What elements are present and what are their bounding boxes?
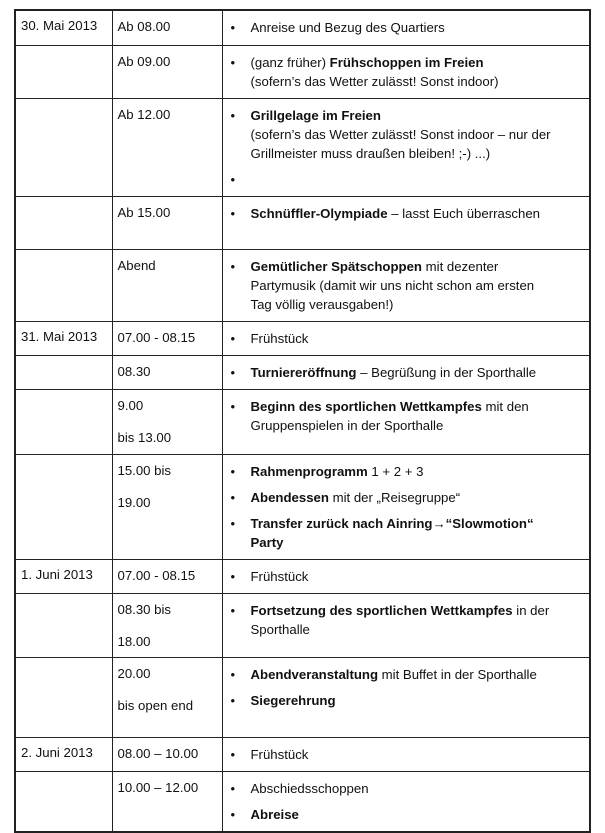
time-text: 10.00 – 12.00	[117, 779, 199, 795]
activity-text: (sofern’s das Wetter zulässt! Sonst indoor)	[250, 73, 499, 89]
activity-line	[251, 106, 582, 125]
activity-cell	[222, 98, 590, 196]
date-cell	[15, 98, 112, 196]
activity-highlight-text: Siegerehrung	[250, 692, 336, 708]
activity-item	[231, 488, 582, 507]
time-cell	[112, 657, 222, 737]
activity-list	[231, 106, 582, 189]
date-cell	[15, 593, 112, 657]
time-text: 20.00	[117, 665, 151, 681]
activity-item	[231, 204, 582, 223]
activity-line	[251, 397, 582, 416]
bullet-icon: •	[230, 489, 236, 505]
activity-line	[251, 601, 582, 620]
time-text: 15.00 bis	[117, 462, 172, 478]
schedule-row	[15, 559, 590, 593]
schedule-row	[15, 321, 590, 355]
bullet-icon: •	[230, 54, 236, 70]
activity-text: (ganz früher)	[250, 54, 330, 70]
activity-highlight-text: Turniereröffnung	[250, 364, 357, 380]
activity-cell	[222, 355, 590, 389]
activity-text: – Begrüßung in der Sporthalle	[356, 364, 537, 380]
time-text: 08.30 bis	[117, 601, 172, 617]
time-text: Abend	[117, 257, 156, 273]
activity-item	[231, 257, 582, 314]
time-cell	[112, 45, 222, 98]
schedule-row	[15, 593, 590, 657]
bullet-icon: •	[230, 806, 236, 822]
activity-text: – lasst Euch überraschen	[387, 205, 541, 221]
schedule-row	[15, 10, 590, 45]
date-cell	[15, 10, 112, 45]
date-cell	[15, 355, 112, 389]
activity-line	[251, 745, 582, 764]
activity-highlight-text: “Slowmotion“	[445, 515, 534, 531]
activity-item	[231, 691, 582, 710]
schedule-row	[15, 657, 590, 737]
activity-text: mit der „Reisegruppe“	[328, 489, 461, 505]
activity-line	[251, 665, 582, 684]
activity-text: Frühstück	[250, 746, 309, 762]
activity-highlight-text: Grillgelage im Freien	[250, 107, 381, 123]
activity-highlight-text: Transfer zurück nach Ainring	[250, 515, 433, 531]
activity-highlight-text: Schnüffler-Olympiade	[250, 205, 388, 221]
time-text: Ab 08.00	[117, 19, 171, 34]
schedule-row	[15, 98, 590, 196]
date-text: 2. Juni 2013	[21, 744, 93, 760]
date-cell	[15, 45, 112, 98]
time-cell	[112, 196, 222, 249]
activity-line	[251, 18, 582, 37]
activity-line	[251, 691, 582, 710]
activity-item	[231, 514, 582, 552]
activity-highlight-text: Party	[250, 534, 284, 550]
time-text: 08.00 – 10.00	[117, 745, 199, 761]
activity-text: (sofern’s das Wetter zulässt! Sonst indoor – nur der	[250, 126, 551, 142]
schedule-row	[15, 771, 590, 832]
time-cell	[112, 389, 222, 454]
activity-line	[251, 53, 582, 72]
activity-item	[231, 18, 582, 37]
activity-line	[251, 72, 582, 91]
bullet-icon: •	[230, 692, 236, 708]
activity-cell	[222, 389, 590, 454]
activity-highlight-text: Gemütlicher Spätschoppen	[250, 258, 422, 274]
date-cell	[15, 737, 112, 771]
activity-line	[251, 125, 582, 144]
time-text: 19.00	[117, 494, 151, 510]
activity-list	[231, 462, 582, 552]
activity-cell	[222, 10, 590, 45]
activity-line	[251, 416, 582, 435]
activity-item	[231, 363, 582, 382]
activity-line	[251, 295, 582, 314]
activity-text: Anreise und Bezug des Quartiers	[250, 20, 445, 35]
activity-line	[251, 363, 582, 382]
activity-highlight-text: →	[432, 515, 446, 531]
activity-text: Gruppenspielen in der Sporthalle	[250, 417, 444, 433]
bullet-icon: •	[230, 746, 236, 762]
activity-cell	[222, 321, 590, 355]
time-cell	[112, 593, 222, 657]
date-cell	[15, 454, 112, 559]
activity-item	[231, 53, 582, 91]
bullet-icon: •	[230, 463, 236, 479]
activity-line	[251, 257, 582, 276]
date-cell	[15, 249, 112, 321]
activity-highlight-text: Abreise	[250, 806, 299, 822]
activity-highlight-text: Frühschoppen im Freien	[329, 54, 484, 70]
activity-item	[231, 567, 582, 586]
activity-line	[251, 144, 582, 163]
activity-text: Sporthalle	[250, 621, 310, 637]
bullet-icon: •	[230, 205, 236, 221]
schedule-body	[15, 10, 590, 832]
activity-text: Abschiedsschoppen	[250, 780, 369, 796]
activity-text: Tag völlig verausgaben!)	[250, 296, 394, 312]
time-text: 18.00	[117, 633, 151, 649]
time-cell	[112, 10, 222, 45]
activity-list	[231, 363, 582, 382]
activity-cell	[222, 454, 590, 559]
schedule-row	[15, 454, 590, 559]
activity-list	[231, 745, 582, 764]
date-cell	[15, 389, 112, 454]
bullet-icon: •	[230, 568, 236, 584]
activity-text: mit Buffet in der Sporthalle	[378, 666, 537, 682]
activity-line	[251, 329, 582, 348]
activity-item	[231, 170, 582, 189]
activity-highlight-text: Abendveranstaltung	[250, 666, 378, 682]
activity-line	[251, 620, 582, 639]
activity-highlight-text: Rahmenprogramm	[250, 463, 368, 479]
activity-text: 1 + 2 + 3	[367, 463, 424, 479]
schedule-row	[15, 45, 590, 98]
date-cell	[15, 321, 112, 355]
time-text: 08.30	[117, 363, 151, 379]
activity-text: Frühstück	[250, 568, 309, 584]
bullet-icon: •	[230, 364, 236, 380]
activity-text: mit den	[481, 398, 529, 414]
schedule-row	[15, 249, 590, 321]
activity-cell	[222, 737, 590, 771]
bullet-icon: •	[230, 107, 236, 123]
activity-line	[251, 276, 582, 295]
date-cell	[15, 771, 112, 832]
schedule-row	[15, 737, 590, 771]
bullet-icon: •	[230, 258, 236, 274]
date-text: 30. Mai 2013	[21, 18, 98, 33]
activity-cell	[222, 45, 590, 98]
activity-cell	[222, 249, 590, 321]
time-text: Ab 15.00	[117, 204, 171, 220]
bullet-icon: •	[230, 602, 236, 618]
activity-list	[231, 397, 582, 435]
activity-item	[231, 106, 582, 163]
time-cell	[112, 454, 222, 559]
schedule-table	[14, 9, 591, 833]
activity-cell	[222, 657, 590, 737]
activity-text: Grillmeister muss draußen bleiben! ;-) ...)	[250, 145, 491, 161]
activity-item	[231, 397, 582, 435]
activity-text: in der	[512, 602, 550, 618]
activity-line	[251, 805, 582, 824]
activity-line	[251, 488, 582, 507]
activity-list	[231, 18, 582, 37]
activity-text: Frühstück	[250, 330, 309, 346]
time-text: 07.00 - 08.15	[117, 329, 196, 345]
activity-cell	[222, 593, 590, 657]
date-cell	[15, 657, 112, 737]
activity-list	[231, 601, 582, 639]
time-text: 07.00 - 08.15	[117, 567, 196, 583]
time-cell	[112, 321, 222, 355]
bullet-icon: •	[230, 666, 236, 682]
activity-list	[231, 329, 582, 348]
time-cell	[112, 98, 222, 196]
activity-list	[231, 204, 582, 223]
activity-item	[231, 805, 582, 824]
activity-list	[231, 53, 582, 91]
activity-list	[231, 567, 582, 586]
time-text: 9.00	[117, 397, 144, 413]
activity-highlight-text: Fortsetzung des sportlichen Wettkampfes	[250, 602, 513, 618]
activity-line	[251, 779, 582, 798]
time-text: Ab 09.00	[117, 53, 171, 69]
bullet-icon: •	[230, 398, 236, 414]
bullet-icon: •	[230, 20, 236, 35]
activity-item	[231, 462, 582, 481]
schedule-row	[15, 389, 590, 454]
activity-line	[251, 462, 582, 481]
time-cell	[112, 355, 222, 389]
activity-cell	[222, 559, 590, 593]
activity-line	[251, 514, 582, 533]
activity-item	[231, 745, 582, 764]
bullet-icon: •	[230, 780, 236, 796]
date-cell	[15, 559, 112, 593]
activity-line	[251, 204, 582, 223]
bullet-icon: •	[230, 171, 236, 187]
activity-text: Partymusik (damit wir uns nicht schon am ersten	[250, 277, 535, 293]
activity-list	[231, 779, 582, 824]
time-text: bis open end	[117, 697, 194, 713]
activity-list	[231, 665, 582, 710]
activity-highlight-text: Beginn des sportlichen Wettkampfes	[250, 398, 482, 414]
time-cell	[112, 559, 222, 593]
activity-item	[231, 665, 582, 684]
activity-item	[231, 779, 582, 798]
time-text: Ab 12.00	[117, 106, 171, 122]
bullet-icon: •	[230, 330, 236, 346]
activity-text: mit dezenter	[421, 258, 499, 274]
activity-line	[251, 567, 582, 586]
date-text: 31. Mai 2013	[21, 328, 98, 344]
time-cell	[112, 771, 222, 832]
date-text: 1. Juni 2013	[21, 566, 93, 582]
time-text: bis 13.00	[117, 429, 172, 445]
activity-cell	[222, 196, 590, 249]
activity-list	[231, 257, 582, 314]
bullet-icon: •	[230, 515, 236, 531]
time-cell	[112, 737, 222, 771]
activity-item	[231, 601, 582, 639]
activity-highlight-text: Abendessen	[250, 489, 329, 505]
activity-item	[231, 329, 582, 348]
activity-line	[251, 533, 582, 552]
schedule-row	[15, 355, 590, 389]
date-cell	[15, 196, 112, 249]
time-cell	[112, 249, 222, 321]
schedule-row	[15, 196, 590, 249]
activity-cell	[222, 771, 590, 832]
